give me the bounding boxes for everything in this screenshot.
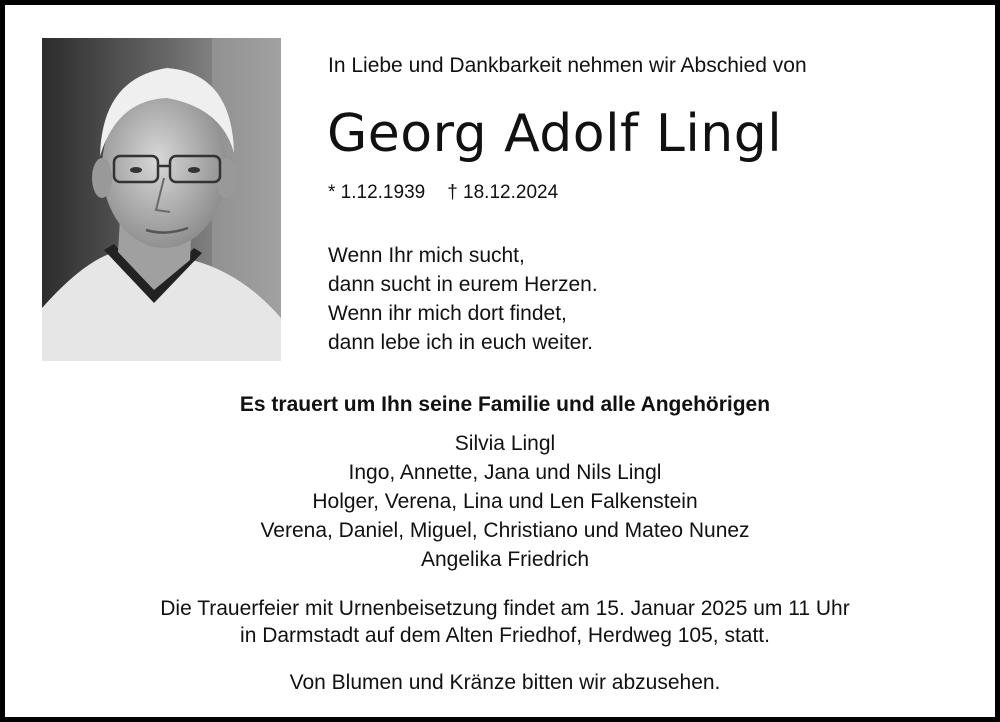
mourners-heading: Es trauert um Ihn seine Familie und alle Angehörigen — [239, 393, 771, 416]
ceremony-info — [10, 595, 1000, 649]
poem-line: dann lebe ich in euch weiter. — [328, 331, 594, 354]
poem-line: Wenn ihr mich dort findet, — [328, 302, 567, 325]
mourner-line: Holger, Verena, Lina und Len Falkenstein — [312, 490, 698, 513]
intro-line: In Liebe und Dankbarkeit nehmen wir Abschied von — [328, 54, 807, 77]
mourner-line: Ingo, Annette, Jana und Nils Lingl — [348, 461, 662, 484]
portrait-photo — [42, 38, 281, 361]
flowers-note: Von Blumen und Kränze bitten wir abzusehen. — [289, 671, 721, 694]
death-date: † 18.12.2024 — [447, 182, 559, 203]
poem — [328, 241, 598, 357]
deceased-name: Georg Adolf Lingl — [327, 104, 783, 164]
poem-line: Wenn Ihr mich sucht, — [328, 244, 525, 267]
mourner-line: Silvia Lingl — [454, 432, 556, 455]
mourners-list — [10, 429, 1000, 574]
poem-line: dann sucht in eurem Herzen. — [328, 273, 598, 296]
birth-date: * 1.12.1939 — [328, 182, 426, 203]
mourner-line: Verena, Daniel, Miguel, Christiano und Mateo Nunez — [260, 519, 750, 542]
ceremony-line: Die Trauerfeier mit Urnenbeisetzung findet am 15. Januar 2025 um 11 Uhr — [160, 597, 850, 620]
life-dates — [328, 180, 558, 206]
ceremony-line: in Darmstadt auf dem Alten Friedhof, Herdweg 105, statt. — [240, 624, 770, 647]
mourner-line: Angelika Friedrich — [420, 548, 590, 571]
